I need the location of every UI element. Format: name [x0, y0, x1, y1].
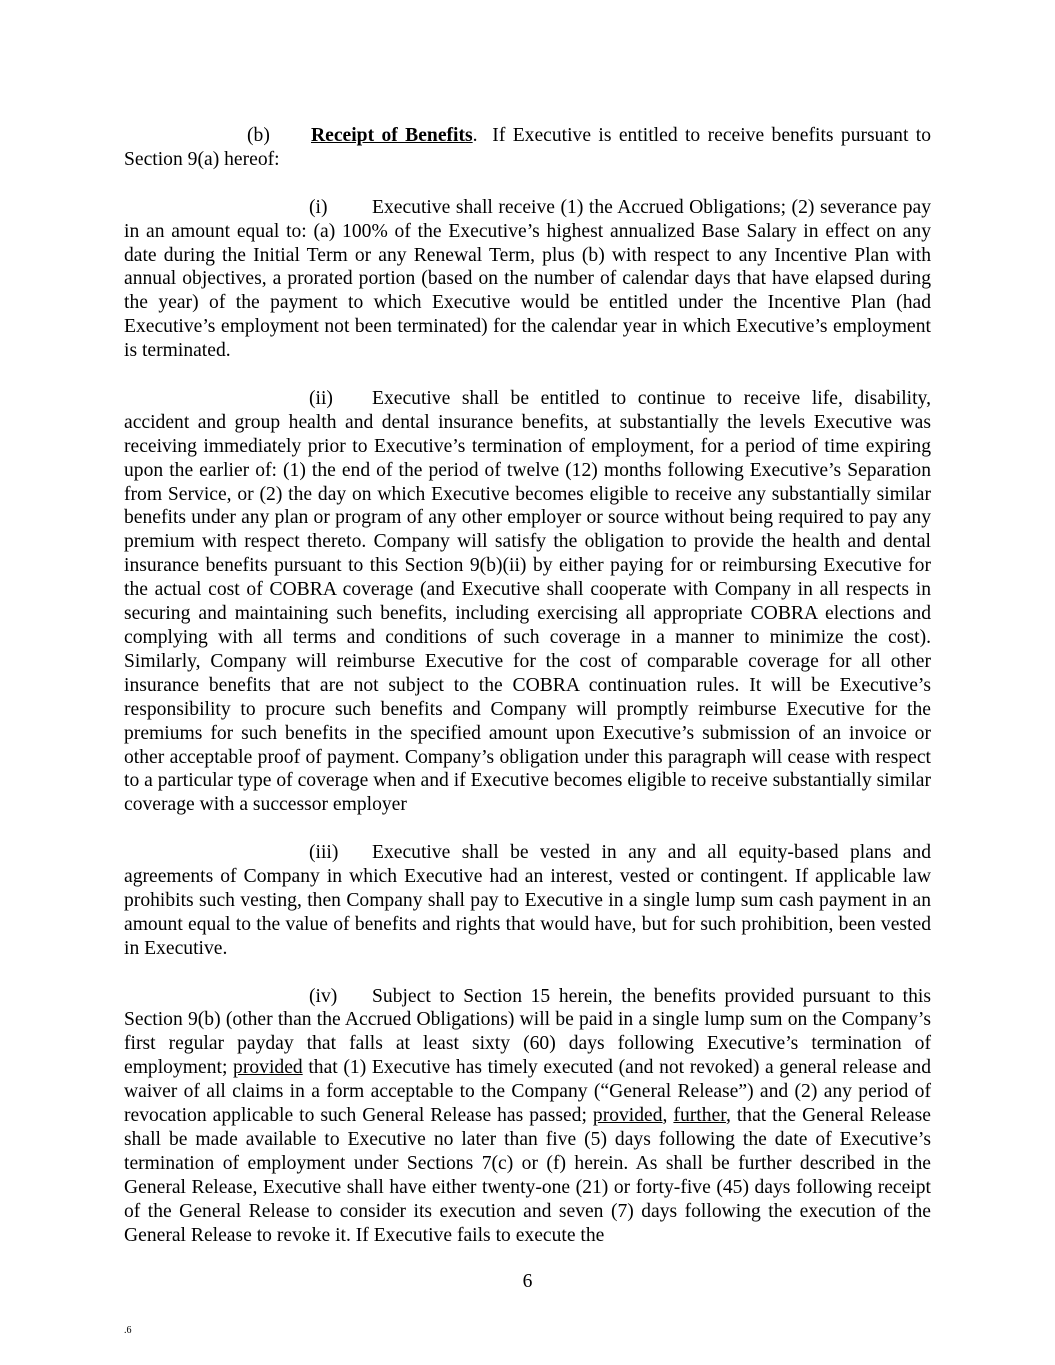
section-iii-text: Executive shall be vested in any and all equity-based plans and agreements of Company in which Executive had an interest, vested or contingent. If applicable law prohibits such vesting, then Company shall pay to Executive in a single lump sum cash payment in an amount equal to the value of benefits and rights that would have, but for such prohibition, been vested in Executive.	[124, 842, 931, 959]
section-b-paragraph	[124, 124, 936, 172]
section-iv-paragraph	[124, 985, 931, 1248]
section-iii-paragraph	[124, 841, 931, 961]
section-b-heading-punct: .	[472, 125, 478, 146]
document-code: .6	[124, 1325, 132, 1336]
section-ii-label: (ii)	[309, 387, 333, 409]
section-iv-text-1: Subject to Section 15 herein, the benefits provided pursuant to this Section 9(b) (other than the Accrued Obligations) will be paid in a single lump sum on the Company’s first regular payday that falls at least sixty (60) days following Executive’s termination of employment;	[124, 985, 931, 1079]
page-number: 6	[522, 1271, 533, 1292]
section-iii-label: (iii)	[309, 842, 339, 864]
section-ii-text: Executive shall be entitled to continue to receive life, disability, accident and group health and dental insurance benefits, at substantially the levels Executive was receiving immediately prior to Executive’s termination of employment, for a period of time expiring upon the earlier of: (1) the end of the period of twelve (12) months following Executive’s Separation from Service, or (2) the day on which Executive becomes eligible to receive any substantially similar benefits under any plan or program of any other employer or source without being required to pay any premium with respect thereto. Company will satisfy the obligation to provide the health and dental insurance benefits pursuant to this Section 9(b)(ii) by either paying for or reimbursing Executive for the actual cost of COBRA coverage (and Executive shall cooperate with Company in all respects in securing and maintaining such benefits, including exercising all appropriate COBRA elections and complying with all terms and conditions of such coverage in a manner to minimize the cost). Similarly, Company will reimburse Executive for the cost of comparable coverage for all other insurance benefits that are not subject to the COBRA continuation rules. It will be Executive’s responsibility to procure such benefits and Company will promptly reimburse Executive for the premiums for such benefits in the specified amount upon Executive’s submission of an invoice or other acceptable proof of payment. Company’s obligation under this paragraph will cease with respect to a particular type of coverage when and if Executive becomes eligible to receive substantially similar coverage with a successor employer	[124, 387, 931, 816]
section-i-text: Executive shall receive (1) the Accrued Obligations; (2) severance pay in an amount equal to: (a) 100% of the Executive’s highest annualized Base Salary in effect on any date during the Initial Term or any Renewal Term, plus (b) with respect to any Incentive Plan with annual objectives, a prorated portion (based on the number of calendar days that have elapsed during the year) of the payment to which Executive would be entitled under the Incentive Plan (had Executive’s employment not been terminated) for the calendar year in which Executive’s employment is terminated.	[124, 196, 931, 362]
provided-term-1: provided	[233, 1057, 303, 1079]
section-ii-paragraph	[124, 387, 931, 817]
provided-term-2: provided	[592, 1105, 663, 1127]
section-iv-text-2: that (1) Executive has timely executed (and not revoked) a general release and waiver of all claims in a form acceptable to the Company (“General Release”) and (2) any period of revocation applicable to such General Release has passed;	[124, 1057, 931, 1127]
section-iv-comma: ,	[662, 1105, 674, 1127]
section-b-heading: Receipt of Benefits	[311, 125, 473, 146]
document-body	[124, 124, 936, 1271]
section-b-label: (b)	[247, 125, 270, 146]
section-iv-label: (iv)	[309, 985, 338, 1007]
section-i-label: (i)	[309, 196, 328, 218]
further-term: further	[673, 1105, 726, 1127]
section-b-text: If Executive is entitled to receive benefits pursuant to Section 9(a) hereof:	[124, 125, 936, 170]
section-i-paragraph	[124, 196, 931, 363]
section-iv-text-3: , that the General Release shall be made available to Executive no later than five (5) days following the date of Executive’s termination of employment under Sections 7(c) or (f) herein. As shall be further described in the General Release, Executive shall have either twenty-one (21) or forty-five (45) days following receipt of the General Release to consider its execution and seven (7) days following the execution of the General Release to revoke it. If Executive fails to execute the	[124, 1105, 931, 1246]
